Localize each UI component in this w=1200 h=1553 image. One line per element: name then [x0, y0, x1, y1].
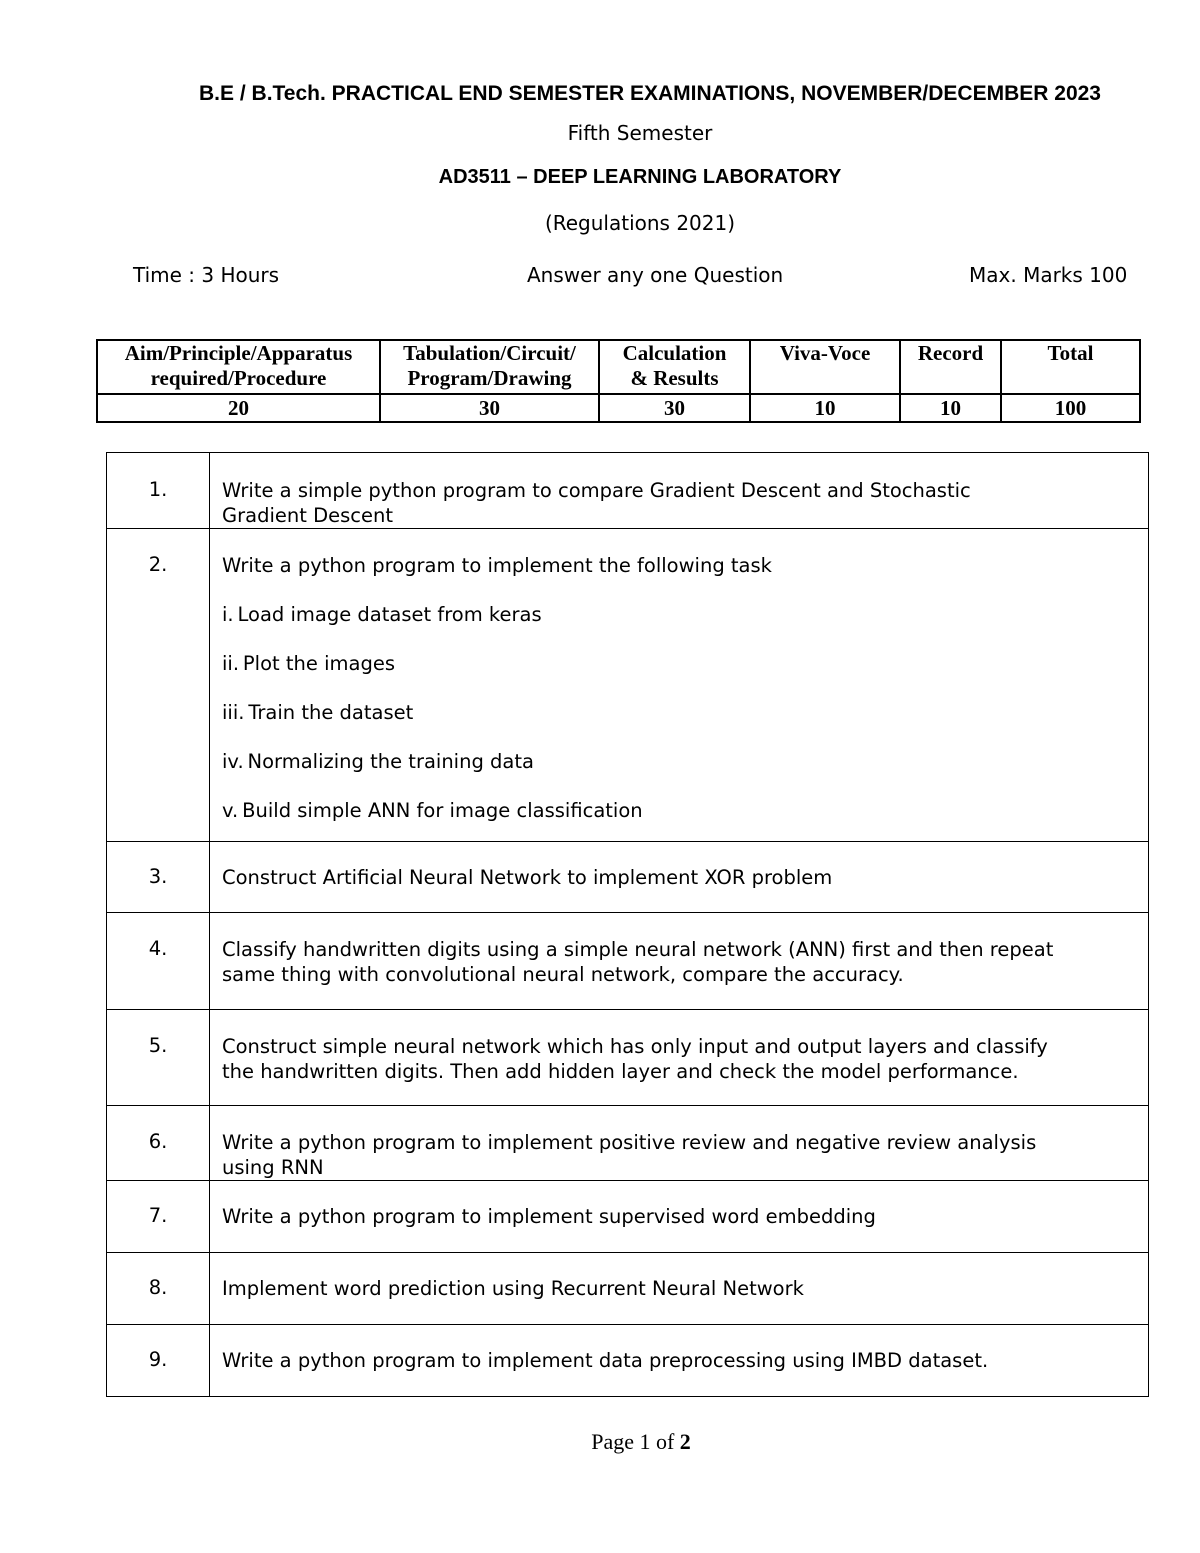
question-number: 5.	[107, 1010, 210, 1106]
question-row	[107, 529, 1149, 842]
question-text: Implement word prediction using Recurrent Neural Network	[210, 1253, 1149, 1325]
marks-header-row	[97, 340, 1140, 394]
marks-value-cell: 30	[599, 394, 750, 422]
page-number: Page 1 of 2	[591, 1429, 691, 1454]
marks-value-cell: 30	[380, 394, 599, 422]
question-row	[107, 913, 1149, 1010]
marks-value-cell: 10	[900, 394, 1001, 422]
question-text: Write a python program to implement the following task i. Load image dataset from keras ii. Plot the images iii. Train the dataset iv. Normalizing the training data v. Build simple ANN for image classification	[210, 529, 1149, 842]
question-number: 4.	[107, 913, 210, 1010]
question-row	[107, 1106, 1149, 1181]
question-number: 6.	[107, 1106, 210, 1181]
question-number: 9.	[107, 1325, 210, 1397]
sub-item: i. Load image dataset from keras	[222, 603, 542, 626]
marks-value-cell: 20	[97, 394, 380, 422]
marks-value-cell: 100	[1001, 394, 1140, 422]
question-row	[107, 842, 1149, 913]
question-text: Classify handwritten digits using a simple neural network (ANN) first and then repeat same thing with convolutional neural network, compare the accuracy.	[210, 913, 1149, 1010]
marks-header-cell: Calculation & Results	[599, 340, 750, 394]
question-text: Write a python program to implement data preprocessing using IMBD dataset.	[210, 1325, 1149, 1397]
question-number: 7.	[107, 1181, 210, 1253]
question-row	[107, 1181, 1149, 1253]
sub-item: ii. Plot the images	[222, 652, 395, 675]
marks-header-cell: Tabulation/Circuit/ Program/Drawing	[380, 340, 599, 394]
question-number: 3.	[107, 842, 210, 913]
time-duration: Time : 3 Hours	[133, 263, 280, 287]
question-row	[107, 1010, 1149, 1106]
question-number: 8.	[107, 1253, 210, 1325]
semester: Fifth Semester	[567, 121, 713, 145]
marks-header-cell: Viva-Voce	[750, 340, 900, 394]
question-text: Construct Artificial Neural Network to implement XOR problem	[210, 842, 1149, 913]
marks-header-cell: Total	[1001, 340, 1140, 394]
instruction: Answer any one Question	[527, 263, 784, 287]
marks-value-row	[97, 394, 1140, 422]
questions-table	[106, 452, 1149, 1397]
sub-item: v. Build simple ANN for image classification	[222, 799, 643, 822]
max-marks: Max. Marks 100	[969, 263, 1128, 287]
marks-value-cell: 10	[750, 394, 900, 422]
question-text: Write a python program to implement positive review and negative review analysis using RNN	[210, 1106, 1149, 1181]
marks-header-cell: Aim/Principle/Apparatus required/Procedure	[97, 340, 380, 394]
question-row	[107, 453, 1149, 529]
question-number: 1.	[107, 453, 210, 529]
course-title: AD3511 – DEEP LEARNING LABORATORY	[438, 166, 842, 188]
question-number: 2.	[107, 529, 210, 842]
marks-distribution-table	[96, 339, 1141, 423]
exam-title: B.E / B.Tech. PRACTICAL END SEMESTER EXAMINATIONS, NOVEMBER/DECEMBER 2023	[199, 82, 1101, 105]
question-row	[107, 1253, 1149, 1325]
sub-item: iii. Train the dataset	[222, 701, 414, 724]
question-row	[107, 1325, 1149, 1397]
question-text: Construct simple neural network which has only input and output layers and classify the handwritten digits. Then add hidden layer and check the model performance.	[210, 1010, 1149, 1106]
sub-item: iv. Normalizing the training data	[222, 750, 534, 773]
regulations: (Regulations 2021)	[544, 211, 736, 235]
marks-header-cell: Record	[900, 340, 1001, 394]
question-text: Write a simple python program to compare Gradient Descent and Stochastic Gradient Descent	[210, 453, 1149, 529]
question-text: Write a python program to implement supervised word embedding	[210, 1181, 1149, 1253]
